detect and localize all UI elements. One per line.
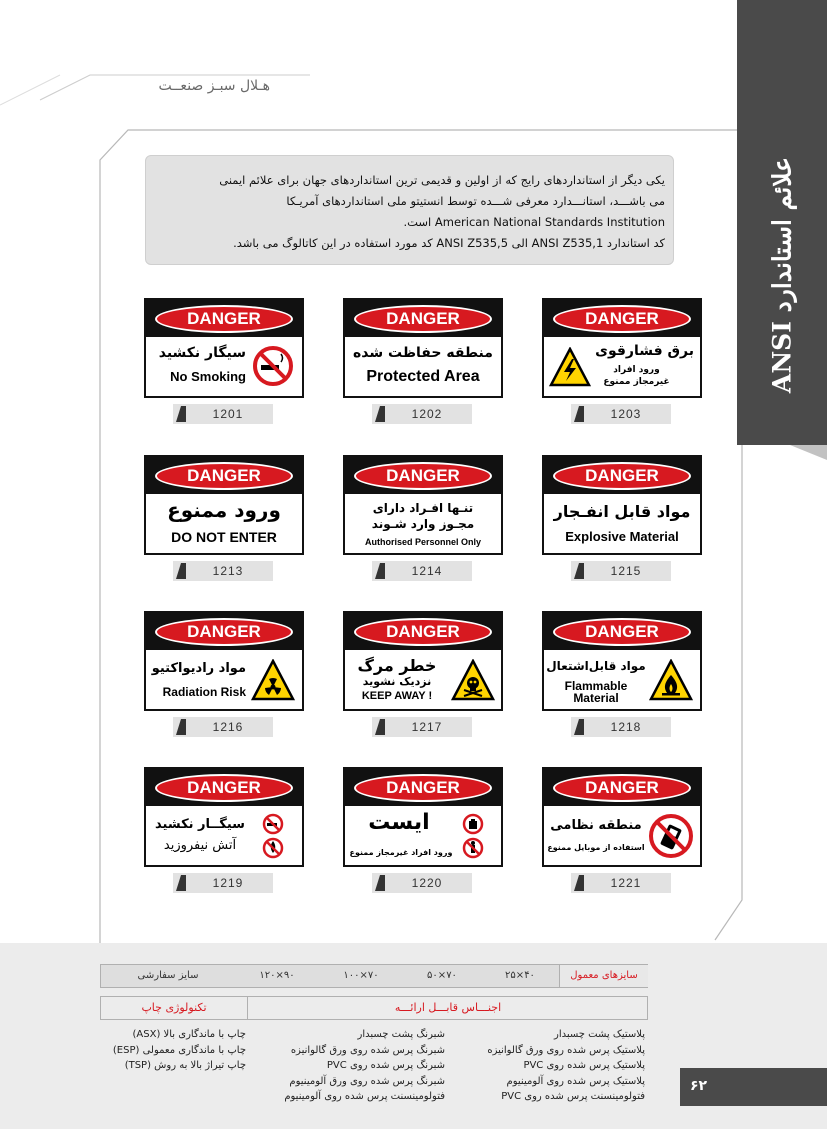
- side-title: علائم استاندارد ANSI: [767, 156, 797, 394]
- code-1218: 1218: [571, 717, 671, 737]
- code-1203: 1203: [571, 404, 671, 424]
- sign-1217: DANGER خطر مرگ نزدیک نشوید KEEP AWAY !: [343, 611, 503, 711]
- sign-1220: DANGER ایست ورود افراد غیرمجاز ممنوع: [343, 767, 503, 867]
- company-name: هـلال سبـز صنعــت: [158, 78, 270, 94]
- high-voltage-icon: [549, 347, 591, 387]
- sign-1201: DANGER سیگار نکشید No Smoking: [144, 298, 304, 398]
- page-number: ۶۲: [690, 1078, 708, 1094]
- skull-icon: [451, 659, 495, 701]
- code-1213: 1213: [173, 561, 273, 581]
- materials-heading: اجنـــاس قابـــل ارائـــه: [247, 997, 648, 1019]
- sign-1218: DANGER مواد قابل‌اشتعال Flammable Material: [542, 611, 702, 711]
- code-1216: 1216: [173, 717, 273, 737]
- stop-hand-icon: [460, 812, 486, 862]
- no-mobile-icon: [648, 813, 694, 859]
- sign-1219: DANGER سیگــار نکشید آتش نیفروزید: [144, 767, 304, 867]
- size-option: ۷۰×۱۰۰: [343, 970, 379, 981]
- size-option: ۷۰×۵۰: [427, 970, 457, 981]
- sizes-row: [100, 964, 648, 988]
- code-1220: 1220: [372, 873, 472, 893]
- size-option: ۹۰×۱۲۰: [259, 970, 295, 981]
- print-heading: تکنولوژی چاپ: [141, 1001, 207, 1014]
- sign-1203: DANGER برق فشارقوی ورود افراد غیرمجاز ممنوع: [542, 298, 702, 398]
- no-smoking-no-fire-icon: [260, 812, 286, 862]
- custom-size: سایز سفارشی: [137, 970, 199, 981]
- code-1219: 1219: [173, 873, 273, 893]
- sign-1202: DANGER منطقه حفاظت شده Protected Area: [343, 298, 503, 398]
- code-1215: 1215: [571, 561, 671, 581]
- radiation-icon: [251, 659, 295, 701]
- code-1221: 1221: [571, 873, 671, 893]
- materials-list-1: پلاستیک پشت چسبدار پلاستیک پرس شده روی ورق گالوانیزه پلاستیک پرس شده روی PVC پلاستیک پرس شده روی آلومینیوم فتولومینسنت پرس شده روی PVC: [487, 1029, 645, 1102]
- no-smoking-icon: [251, 344, 295, 388]
- sign-1216: DANGER مواد رادیواکتیو Radiation Risk: [144, 611, 304, 711]
- code-1201: 1201: [173, 404, 273, 424]
- sign-1214: DANGER تنـها افـراد دارای مجـوز وارد شـوند Authorised Personnel Only: [343, 455, 503, 555]
- sign-1221: DANGER منطقه نظامی استفاده از موبایل ممنوع: [542, 767, 702, 867]
- flammable-icon: [649, 659, 693, 701]
- print-list: چاپ با ماندگاری بالا (ASX) چاپ با ماندگاری معمولی (ESP) چاپ تیراژ بالا به روش (TSP): [112, 1029, 246, 1071]
- size-option: ۴۰×۲۵: [505, 970, 535, 981]
- code-1217: 1217: [372, 717, 472, 737]
- sizes-label: سایزهای معمول: [559, 965, 648, 987]
- intro-text: یکی دیگر از استانداردهای رایج که از اولین و قدیمی ترین استانداردهای جهان برای علائم ایمنی می باشـــد، استانـــدارد معرفی شـــده توسط انستیتو ملی استانداردهای آمریـکا American National Standards Institution است. کد استاندارد ANSI Z535,1 الی ANSI Z535,5 کد مورد استفاده در این کاتالوگ می باشد.: [219, 173, 665, 250]
- materials-list-2: شبرنگ پشت چسبدار شبرنگ پرس شده روی ورق گالوانیزه شبرنگ پرس شده روی PVC شبرنگ پرس شده روی ورق آلومینیوم فتولومینسنت پرس شده روی آلومینیوم: [284, 1029, 445, 1102]
- category-row: [100, 996, 648, 1020]
- sign-1215: DANGER مواد قابل انفـجار Explosive Material: [542, 455, 702, 555]
- sign-1213: DANGER ورود ممنوع DO NOT ENTER: [144, 455, 304, 555]
- code-1202: 1202: [372, 404, 472, 424]
- code-1214: 1214: [372, 561, 472, 581]
